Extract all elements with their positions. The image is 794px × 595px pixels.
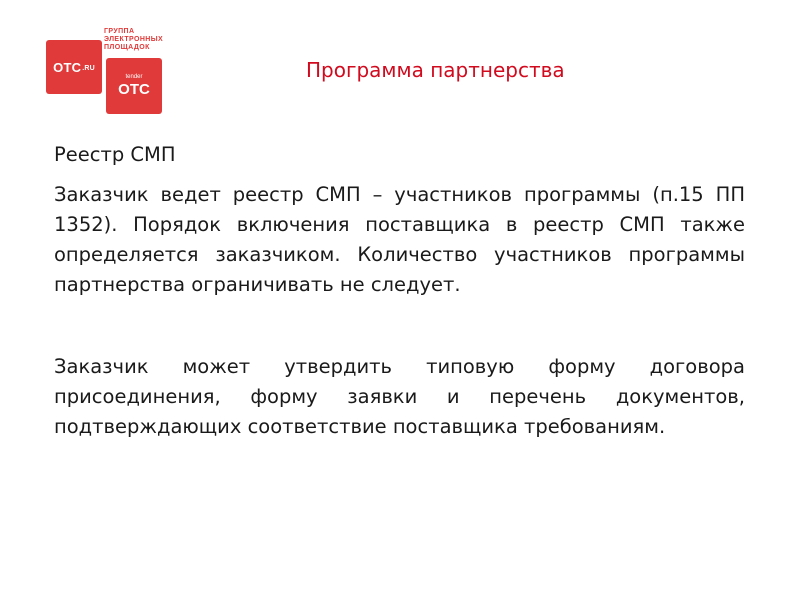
- logo-group-line-1: ГРУППА: [104, 28, 135, 35]
- paragraph-contract-form: Заказчик может утвердить типовую форму договора присоединения, форму заявки и перечень документов, подтверждающих соответствие поставщика требованиям.: [54, 355, 745, 438]
- slide-title: Программа партнерства: [306, 58, 565, 82]
- section-heading: Реестр СМП: [54, 143, 176, 166]
- tender-ots-logo-text: ОТС: [118, 81, 150, 98]
- ots-ru-logo: [46, 40, 102, 94]
- logo-group-line-2: ЭЛЕКТРОННЫХ: [104, 36, 164, 43]
- logo-group-line-3: ПЛОЩАДОК: [104, 44, 150, 51]
- logo-group-caption: [104, 28, 163, 52]
- paragraph-registry: Заказчик ведет реестр СМП – участников программы (п.15 ПП 1352). Порядок включения поставщика в реестр СМП также определяется заказчиком. Количество участников программы партнерства ограничивать не следует.: [54, 183, 745, 296]
- company-logo: [46, 28, 176, 120]
- ots-ru-logo-suffix: .RU: [82, 64, 95, 72]
- tender-ots-logo-small: tender: [125, 74, 143, 80]
- tender-ots-logo: [106, 58, 162, 114]
- ots-ru-logo-text: ОТС: [53, 59, 82, 75]
